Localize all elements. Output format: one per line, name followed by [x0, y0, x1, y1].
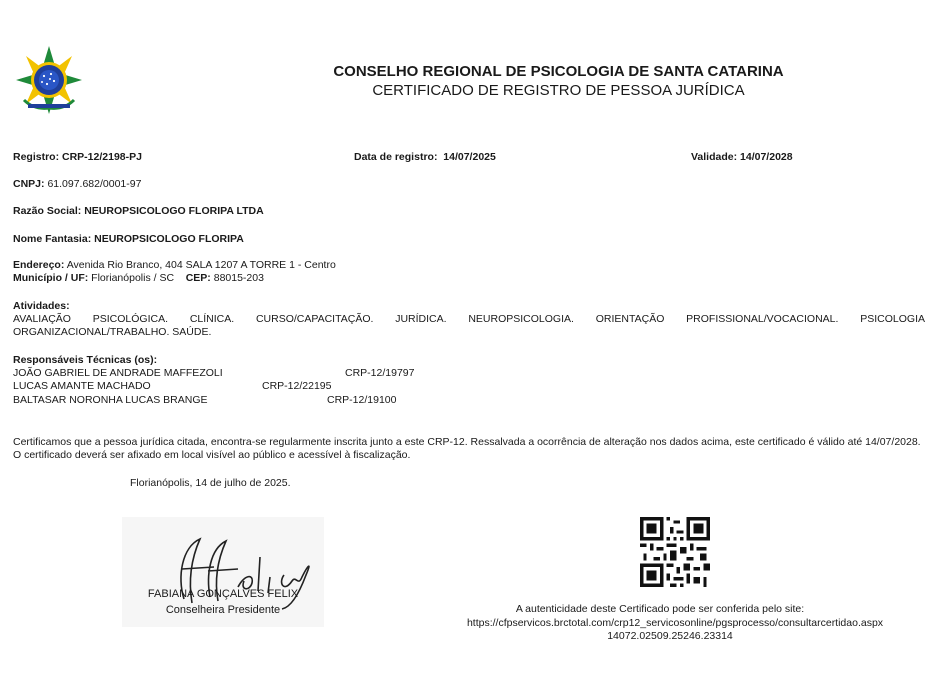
nome-fantasia-value: NEUROPSICOLOGO FLORIPA — [94, 233, 244, 245]
registro-value: CRP-12/2198-PJ — [62, 151, 142, 163]
technician-name: JOÃO GABRIEL DE ANDRADE MAFFEZOLI — [13, 367, 223, 379]
validade-label: Validade: — [691, 151, 738, 163]
data-registro-field — [354, 151, 496, 163]
validade-field — [691, 151, 793, 163]
technician-crp: CRP-12/22195 — [262, 380, 332, 392]
nome-fantasia-field — [13, 233, 244, 245]
verification-url[interactable]: https://cfpservicos.brctotal.com/crp12_servicosonline/pgsprocesso/consultarcertidao.aspx — [466, 617, 884, 629]
verification-text: A autenticidade deste Certificado pode ser conferida pelo site: — [515, 603, 805, 615]
razao-social-field — [13, 205, 264, 217]
endereco-value: Avenida Rio Branco, 404 SALA 1207 A TORRE 1 - Centro — [66, 259, 336, 271]
place-date: Florianópolis, 14 de julho de 2025. — [130, 477, 291, 489]
endereco-field — [13, 259, 336, 271]
data-registro-label: Data de registro: — [354, 151, 438, 163]
cnpj-value: 61.097.682/0001-97 — [47, 178, 142, 190]
signature-block — [122, 517, 324, 627]
certification-text: Certificamos que a pessoa jurídica citada, encontra-se regularmente inscrita junto a este CRP-12. Ressalvada a ocorrência de alteração nos dados acima, este certificado é válido até 14/07/2028. O certificado deverá ser afixado em local visível ao público e acessível à fiscalização. — [13, 436, 921, 461]
registro-field — [13, 151, 142, 163]
technician-crp: CRP-12/19797 — [345, 367, 415, 379]
validade-value: 14/07/2028 — [740, 151, 793, 163]
atividades-text: AVALIAÇÃO PSICOLÓGICA. CLÍNICA. CURSO/CAPACITAÇÃO. JURÍDICA. NEUROPSICOLOGIA. ORIENTAÇÃO PROFISSIONAL/VOCACIONAL. PSICOLOGIA ORGANIZACIONAL/TRABALHO. SAÚDE. — [13, 313, 925, 338]
technician-name: LUCAS AMANTE MACHADO — [13, 380, 151, 392]
technician-name: BALTASAR NORONHA LUCAS BRANGE — [13, 394, 208, 406]
municipio-field — [13, 272, 264, 284]
qr-code-icon — [640, 517, 710, 587]
cnpj-field — [13, 178, 141, 190]
razao-social-label: Razão Social: — [13, 205, 82, 217]
atividades-label: Atividades: — [13, 300, 70, 312]
municipio-value: Florianópolis / SC — [91, 272, 175, 284]
cep-label: CEP: — [185, 272, 211, 284]
endereco-label: Endereço: — [13, 259, 65, 271]
page-title: CONSELHO REGIONAL DE PSICOLOGIA DE SANTA CATARINA — [333, 63, 784, 80]
responsaveis-label: Responsáveis Técnicas (os): — [13, 354, 158, 366]
nome-fantasia-label: Nome Fantasia: — [13, 233, 92, 245]
technician-crp: CRP-12/19100 — [327, 394, 397, 406]
signer-name: FABIANA GONÇALVES FELIX — [147, 588, 299, 600]
verification-code: 14072.02509.25246.23314 — [607, 630, 733, 642]
razao-social-value: NEUROPSICOLOGO FLORIPA LTDA — [84, 205, 264, 217]
data-registro-value: 14/07/2025 — [443, 151, 496, 163]
cep-value: 88015-203 — [213, 272, 264, 284]
coat-of-arms-icon — [14, 44, 84, 116]
cnpj-label: CNPJ: — [13, 178, 45, 190]
registro-label: Registro: — [13, 151, 60, 163]
signer-role: Conselheira Presidente — [165, 604, 281, 616]
municipio-label: Município / UF: — [13, 272, 89, 284]
page-subtitle: CERTIFICADO DE REGISTRO DE PESSOA JURÍDICA — [372, 82, 745, 99]
